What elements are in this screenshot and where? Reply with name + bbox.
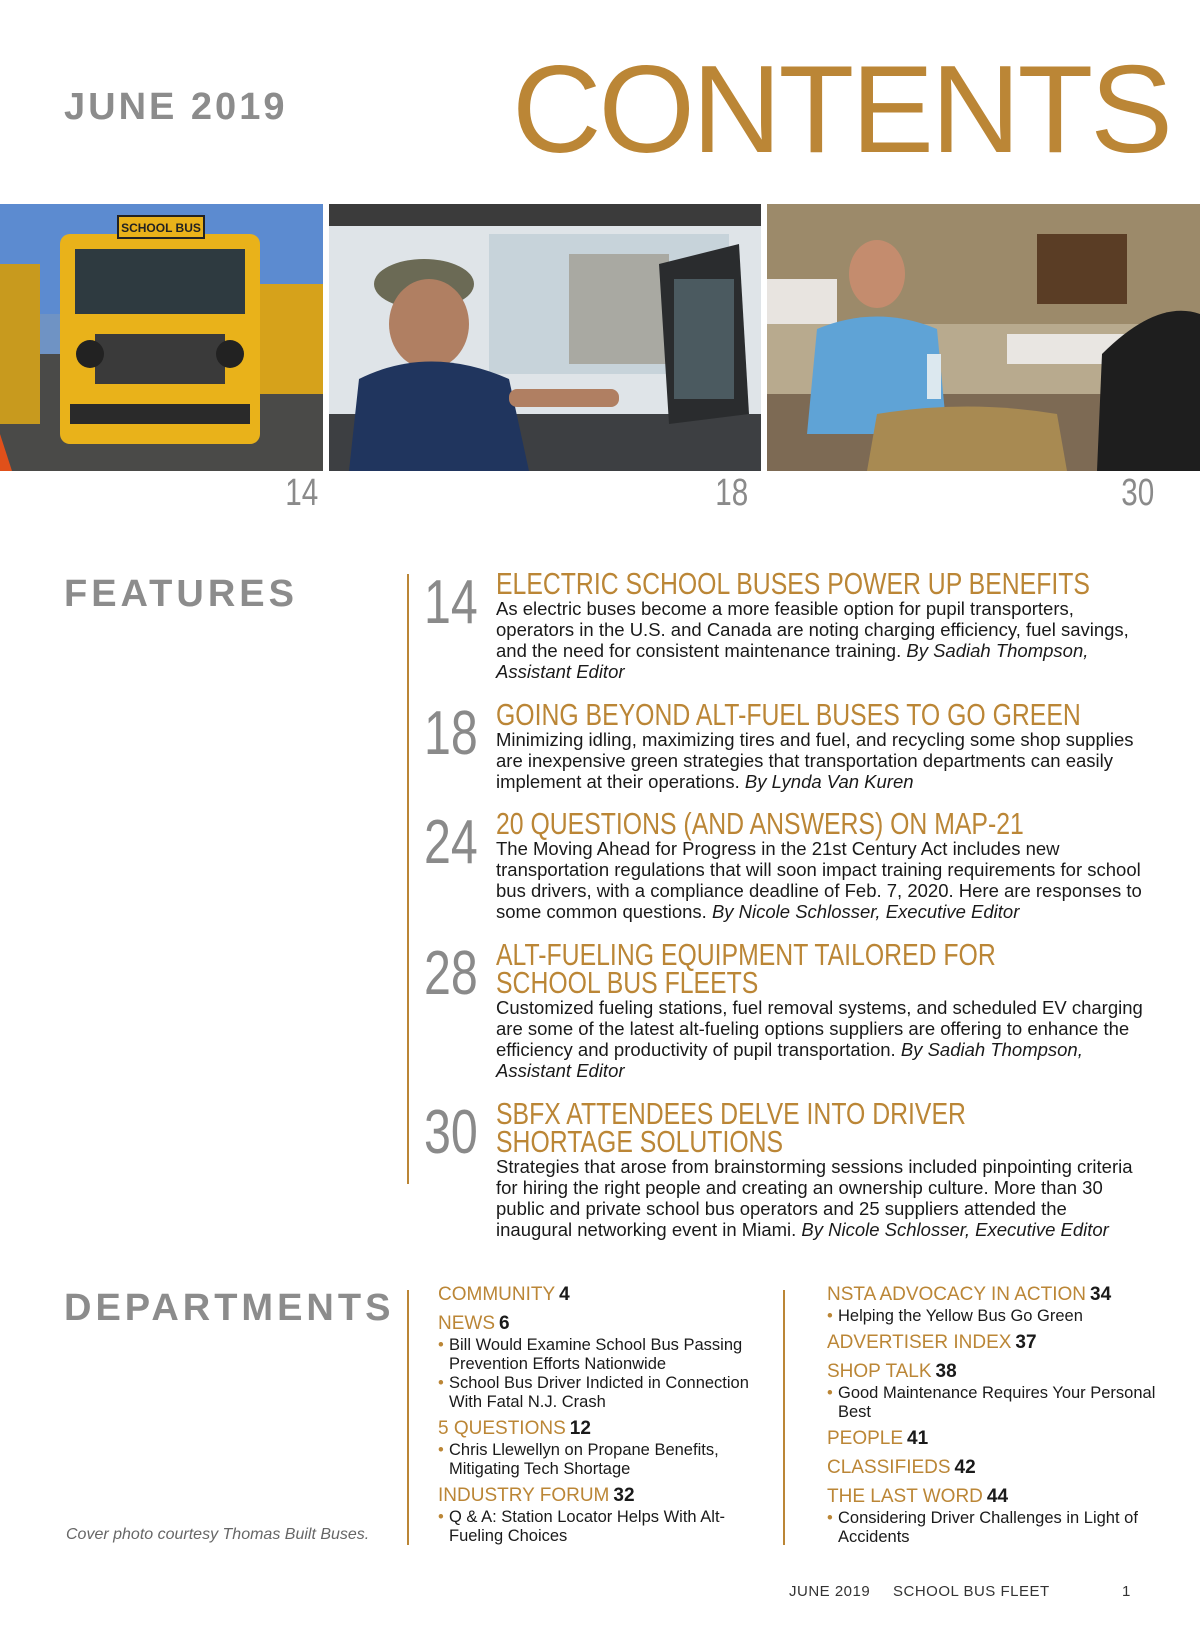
feature-byline: By Sadiah Thompson, Assistant Editor <box>496 640 1089 682</box>
bullet-icon: • <box>827 1307 833 1325</box>
feature-description <box>496 838 1144 922</box>
page-title: CONTENTS <box>512 41 1170 179</box>
photo-conference <box>767 204 1200 471</box>
department-entry[interactable] <box>827 1456 1167 1480</box>
feature-title[interactable]: 20 QUESTIONS (AND ANSWERS) ON MAP-21 <box>496 806 1024 841</box>
department-page: 6 <box>499 1313 510 1334</box>
photo-page-number: 14 <box>285 472 319 514</box>
feature-page-number: 14 <box>424 568 478 637</box>
feature-summary: Minimizing idling, maximizing tires and fuel, and recycling some shop supplies are inexpensive green strategies that transportation departments can easily implement at their operations. <box>496 729 1134 792</box>
department-item[interactable]: • Considering Driver Challenges in Light of Accidents <box>827 1509 1138 1546</box>
department-item[interactable]: • Good Maintenance Requires Your Personal Best <box>827 1384 1156 1421</box>
feature-description <box>496 997 1144 1081</box>
department-page: 12 <box>569 1418 591 1439</box>
department-name[interactable]: ADVERTISER INDEX <box>827 1332 1012 1353</box>
feature-title[interactable]: SBFX ATTENDEES DELVE INTO DRIVER SHORTAGE SOLUTIONS <box>496 1096 966 1159</box>
svg-text:SCHOOL BUS: SCHOOL BUS <box>121 221 201 235</box>
departments-divider <box>783 1290 785 1545</box>
department-name[interactable]: CLASSIFIEDS <box>827 1457 951 1478</box>
department-entry[interactable] <box>827 1331 1167 1355</box>
feature-byline: By Sadiah Thompson, Assistant Editor <box>496 1039 1083 1081</box>
bullet-icon: • <box>438 1336 444 1354</box>
department-item[interactable]: • School Bus Driver Indicted in Connection With Fatal N.J. Crash <box>438 1374 749 1411</box>
photo-technician <box>329 204 761 471</box>
department-name[interactable]: INDUSTRY FORUM <box>438 1485 610 1506</box>
bullet-icon: • <box>438 1441 444 1459</box>
departments-divider <box>407 1290 409 1545</box>
feature-description <box>496 1156 1144 1240</box>
department-name[interactable]: 5 QUESTIONS <box>438 1418 566 1439</box>
feature-byline: By Nicole Schlosser, Executive Editor <box>711 901 1020 922</box>
feature-title[interactable]: ELECTRIC SCHOOL BUSES POWER UP BENEFITS <box>496 566 1090 601</box>
feature-summary: The Moving Ahead for Progress in the 21st Century Act includes new transportation regulations that will soon impact training requirements for school bus drivers, with a compliance deadline of Feb. 7, 2020. Here are responses to some common questions. <box>496 838 1142 922</box>
bullet-icon: • <box>438 1508 444 1526</box>
feature-summary: Customized fueling stations, fuel removal systems, and scheduled EV charging are some of the latest alt-fueling options suppliers are offering to enhance the efficiency and productivity of pupil transportation. <box>496 997 1143 1060</box>
footer-page-number: 1 <box>1122 1583 1131 1600</box>
feature-item[interactable] <box>424 1096 1144 1240</box>
department-entry[interactable] <box>438 1312 768 1412</box>
feature-item[interactable] <box>424 566 1144 682</box>
bullet-icon: • <box>438 1374 444 1392</box>
department-entry[interactable] <box>827 1283 1167 1326</box>
department-entry[interactable] <box>827 1485 1167 1547</box>
bullet-icon: • <box>827 1509 833 1527</box>
department-page: 42 <box>954 1457 976 1478</box>
department-page: 41 <box>907 1428 929 1449</box>
photo-page-number: 30 <box>1121 472 1155 514</box>
department-item[interactable]: • Bill Would Examine School Bus Passing Prevention Efforts Nationwide <box>438 1336 743 1373</box>
department-item[interactable]: • Chris Llewellyn on Propane Benefits, Mitigating Tech Shortage <box>438 1441 719 1478</box>
feature-page-number: 28 <box>424 939 478 1008</box>
photo-school-bus <box>0 204 323 471</box>
feature-byline: By Lynda Van Kuren <box>744 771 914 792</box>
issue-date: JUNE 2019 <box>64 86 288 128</box>
department-page: 37 <box>1015 1332 1037 1353</box>
department-page: 4 <box>559 1284 570 1305</box>
feature-page-number: 24 <box>424 808 478 877</box>
department-item[interactable]: • Q & A: Station Locator Helps With Alt-Fueling Choices <box>438 1508 726 1545</box>
department-page: 32 <box>613 1485 635 1506</box>
footer-publication: SCHOOL BUS FLEET <box>893 1583 1050 1600</box>
department-entry[interactable] <box>827 1427 1167 1451</box>
feature-item[interactable] <box>424 937 1144 1081</box>
bullet-icon: • <box>827 1384 833 1402</box>
department-name[interactable]: NSTA ADVOCACY IN ACTION <box>827 1284 1087 1305</box>
department-page: 38 <box>935 1361 957 1382</box>
department-entry[interactable] <box>827 1360 1167 1422</box>
feature-item[interactable] <box>424 697 1144 792</box>
features-divider <box>407 574 409 1184</box>
departments-column-right <box>827 1283 1167 1552</box>
department-entry[interactable] <box>438 1283 768 1307</box>
department-name[interactable]: PEOPLE <box>827 1428 904 1449</box>
feature-title[interactable]: GOING BEYOND ALT-FUEL BUSES TO GO GREEN <box>496 697 1081 732</box>
feature-summary: Strategies that arose from brainstorming sessions included pinpointing criteria for hiring the right people and creating an ownership culture. More than 30 public and private school bus operators and 25 suppliers attended the inaugural networking event in Miami. <box>496 1156 1133 1240</box>
department-name[interactable]: COMMUNITY <box>438 1284 556 1305</box>
cover-photo-credit: Cover photo courtesy Thomas Built Buses. <box>66 1526 370 1543</box>
feature-summary: As electric buses become a more feasible option for pupil transporters, operators in the U.S. and Canada are noting charging efficiency, fuel savings, and the need for consistent maintenance training. <box>496 598 1129 661</box>
department-page: 34 <box>1090 1284 1112 1305</box>
footer-date: JUNE 2019 <box>789 1583 871 1600</box>
features-heading: FEATURES <box>64 573 298 615</box>
feature-description <box>496 598 1144 682</box>
feature-item[interactable] <box>424 806 1144 922</box>
departments-heading: DEPARTMENTS <box>64 1287 395 1329</box>
department-item[interactable]: • Helping the Yellow Bus Go Green <box>827 1307 1083 1325</box>
department-name[interactable]: SHOP TALK <box>827 1361 932 1382</box>
department-page: 44 <box>986 1486 1009 1507</box>
department-entry[interactable] <box>438 1417 768 1479</box>
department-name[interactable]: NEWS <box>438 1313 495 1334</box>
feature-byline: By Nicole Schlosser, Executive Editor <box>801 1219 1109 1240</box>
department-entry[interactable] <box>438 1484 768 1546</box>
feature-title[interactable]: ALT-FUELING EQUIPMENT TAILORED FOR SCHOOL BUS FLEETS <box>496 937 996 1000</box>
feature-page-number: 18 <box>424 699 478 768</box>
feature-page-number: 30 <box>424 1098 478 1167</box>
department-name[interactable]: THE LAST WORD <box>827 1486 983 1507</box>
feature-description <box>496 729 1144 792</box>
photo-page-number: 18 <box>715 472 749 514</box>
departments-column-left <box>438 1283 768 1551</box>
